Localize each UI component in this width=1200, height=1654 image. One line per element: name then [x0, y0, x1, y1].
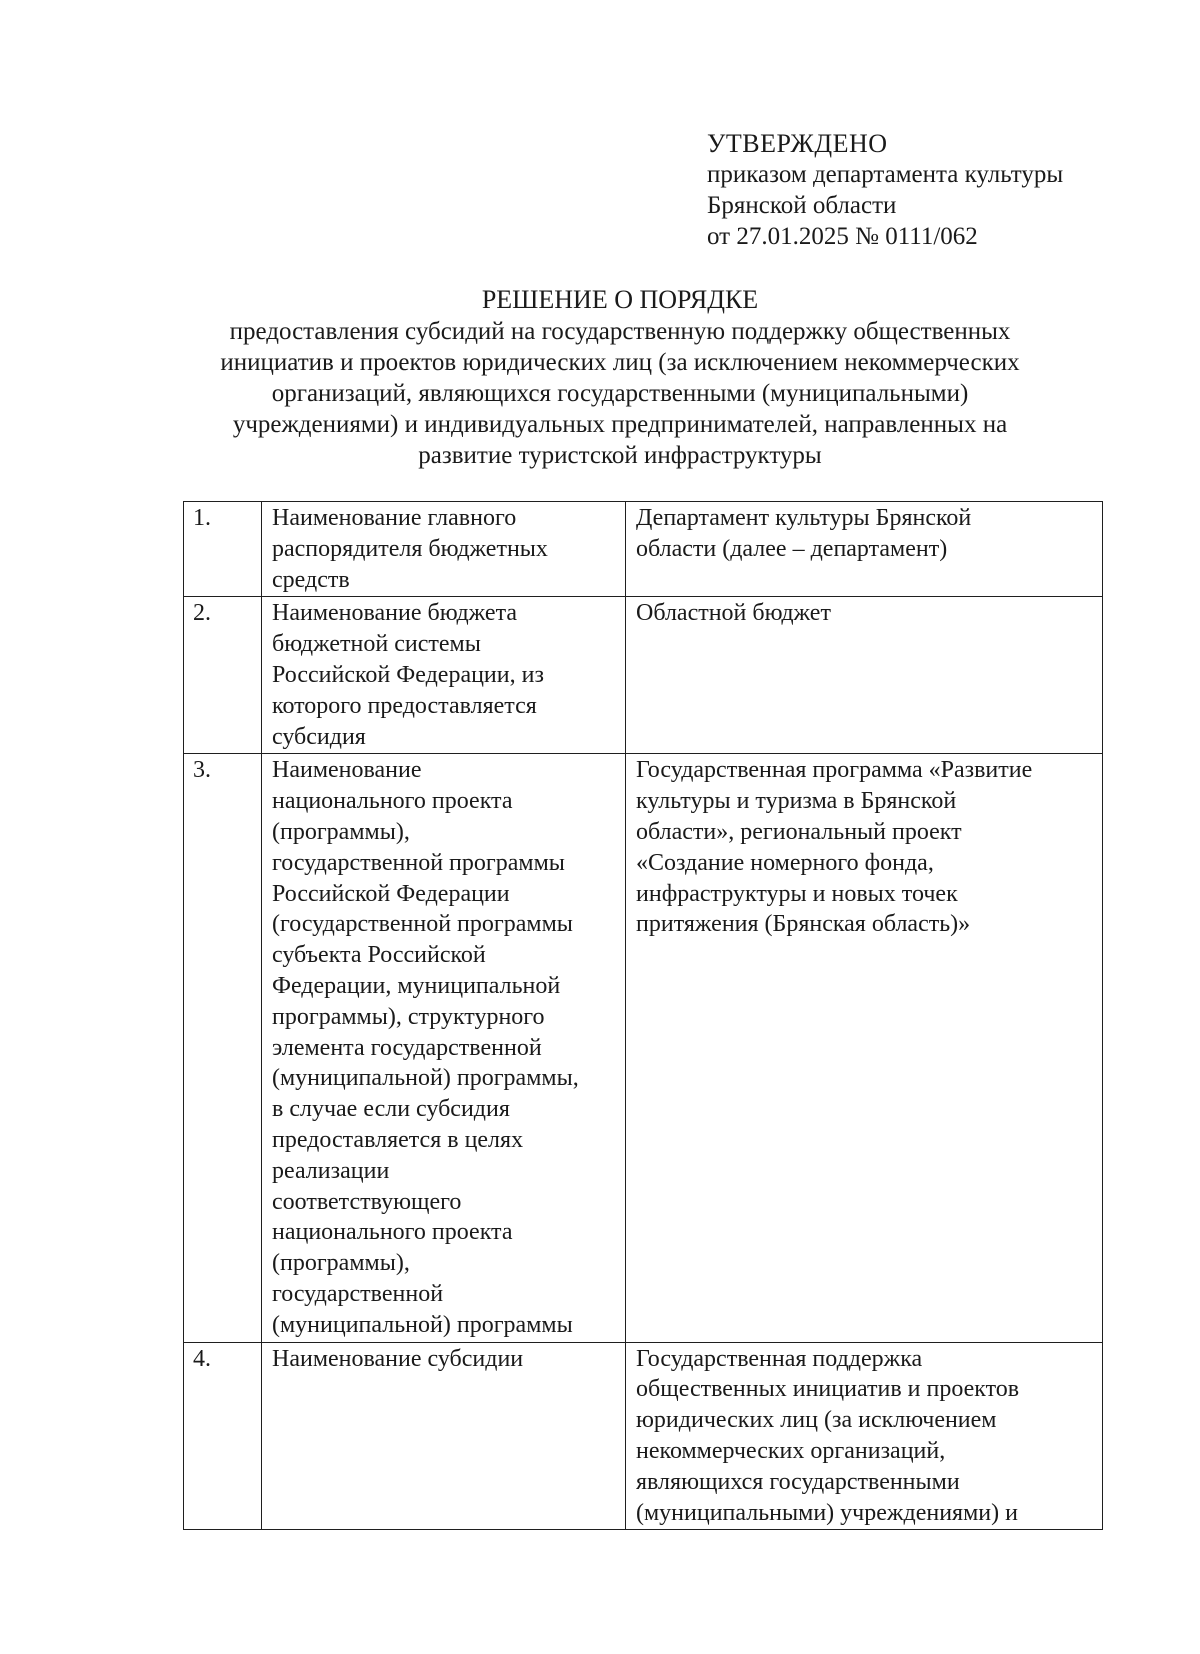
row-name-line: (государственной программы: [272, 911, 573, 938]
approval-line-date-number: от 27.01.2025 № 0111/062: [707, 223, 978, 250]
document-subtitle-line: учреждениями) и индивидуальных предпринимателей, направленных на: [232, 411, 1008, 438]
row-value-cell: [626, 1342, 1103, 1530]
document-subtitle-line: развитие туристской инфраструктуры: [418, 442, 822, 469]
row-value-line: притяжения (Брянская область)»: [636, 911, 971, 938]
row-name-cell: [262, 754, 626, 1342]
row-name-line: Федерации, муниципальной: [272, 972, 561, 999]
row-value-line: Департамент культуры Брянской: [636, 505, 972, 531]
approval-stamp: [707, 128, 1063, 252]
approval-line-region: Брянской области: [707, 192, 897, 219]
document-title-block: [150, 284, 1090, 471]
row-name-line: (муниципальной) программы: [272, 1311, 573, 1338]
row-value-cell: [626, 502, 1103, 597]
row-name-line: (программы),: [272, 818, 410, 845]
row-name-line: реализации: [272, 1157, 390, 1184]
row-value-line: юридических лиц (за исключением: [636, 1407, 997, 1434]
row-name-cell: [262, 597, 626, 754]
row-value-line: являющихся государственными: [636, 1468, 960, 1495]
row-name-line: Наименование бюджета: [272, 600, 518, 627]
row-name-cell: [262, 502, 626, 597]
row-value-cell: [626, 597, 1103, 754]
row-name-line: субсидия: [272, 723, 366, 750]
row-name-line: субъекта Российской: [272, 942, 486, 969]
row-name-line: (муниципальной) программы,: [272, 1065, 579, 1092]
table-body: [184, 502, 1103, 1530]
row-name-line: национального проекта: [272, 788, 513, 815]
document-subtitle-line: предоставления субсидий на государственную поддержку общественных: [229, 318, 1011, 345]
row-name-line: предоставляется в целях: [272, 1126, 524, 1153]
subsidy-details-table: [183, 501, 1103, 1530]
table-row: [184, 502, 1103, 597]
row-name-line: программы), структурного: [272, 1003, 545, 1030]
row-name-line: государственной: [272, 1280, 444, 1307]
row-name-cell: [262, 1342, 626, 1530]
row-value-line: общественных инициатив и проектов: [636, 1376, 1020, 1403]
table-row: [184, 597, 1103, 754]
row-name-line: Наименование субсидии: [272, 1345, 524, 1372]
row-name-line: (программы),: [272, 1250, 410, 1277]
row-name-line: бюджетной системы: [272, 631, 481, 658]
row-name-line: средств: [272, 566, 350, 593]
row-value-line: Государственная программа «Развитие: [636, 757, 1033, 784]
row-number-cell: [184, 502, 262, 597]
row-name-line: элемента государственной: [272, 1034, 542, 1061]
document-title: РЕШЕНИЕ О ПОРЯДКЕ: [481, 285, 759, 314]
approval-line-order: приказом департамента культуры: [707, 161, 1064, 188]
row-name-line: Российской Федерации: [272, 880, 510, 907]
row-number-cell: [184, 597, 262, 754]
row-number-cell: [184, 754, 262, 1342]
row-value-line: области», региональный проект: [636, 818, 962, 845]
row-name-line: Российской Федерации, из: [272, 661, 544, 688]
table-row: [184, 1342, 1103, 1530]
row-value-cell: [626, 754, 1103, 1342]
row-number: 3.: [193, 757, 211, 784]
row-value-line: Государственная поддержка: [636, 1345, 923, 1372]
row-number: 1.: [193, 505, 211, 531]
row-value-line: Областной бюджет: [636, 600, 831, 627]
row-name-line: в случае если субсидия: [272, 1096, 510, 1123]
row-name-line: национального проекта: [272, 1219, 513, 1246]
row-name-line: Наименование: [272, 757, 422, 784]
table-row: [184, 754, 1103, 1342]
approval-heading: УТВЕРЖДЕНО: [707, 129, 888, 158]
row-name-line: соответствующего: [272, 1188, 462, 1215]
document-subtitle-line: организаций, являющихся государственными (муниципальными): [271, 380, 969, 407]
row-number-cell: [184, 1342, 262, 1530]
row-number: 4.: [193, 1345, 211, 1372]
row-value-line: культуры и туризма в Брянской: [636, 788, 957, 815]
row-name-line: которого предоставляется: [272, 692, 537, 719]
row-value-line: (муниципальными) учреждениями) и: [636, 1499, 1018, 1526]
row-name-line: распорядителя бюджетных: [272, 535, 548, 562]
row-value-line: области (далее – департамент): [636, 535, 948, 562]
row-name-line: Наименование главного: [272, 505, 517, 531]
row-value-line: некоммерческих организаций,: [636, 1437, 946, 1464]
row-value-line: инфраструктуры и новых точек: [636, 880, 958, 907]
row-number: 2.: [193, 600, 211, 627]
row-name-line: государственной программы: [272, 849, 565, 876]
document-subtitle-line: инициатив и проектов юридических лиц (за исключением некоммерческих: [220, 349, 1020, 376]
row-value-line: «Создание номерного фонда,: [636, 849, 934, 876]
